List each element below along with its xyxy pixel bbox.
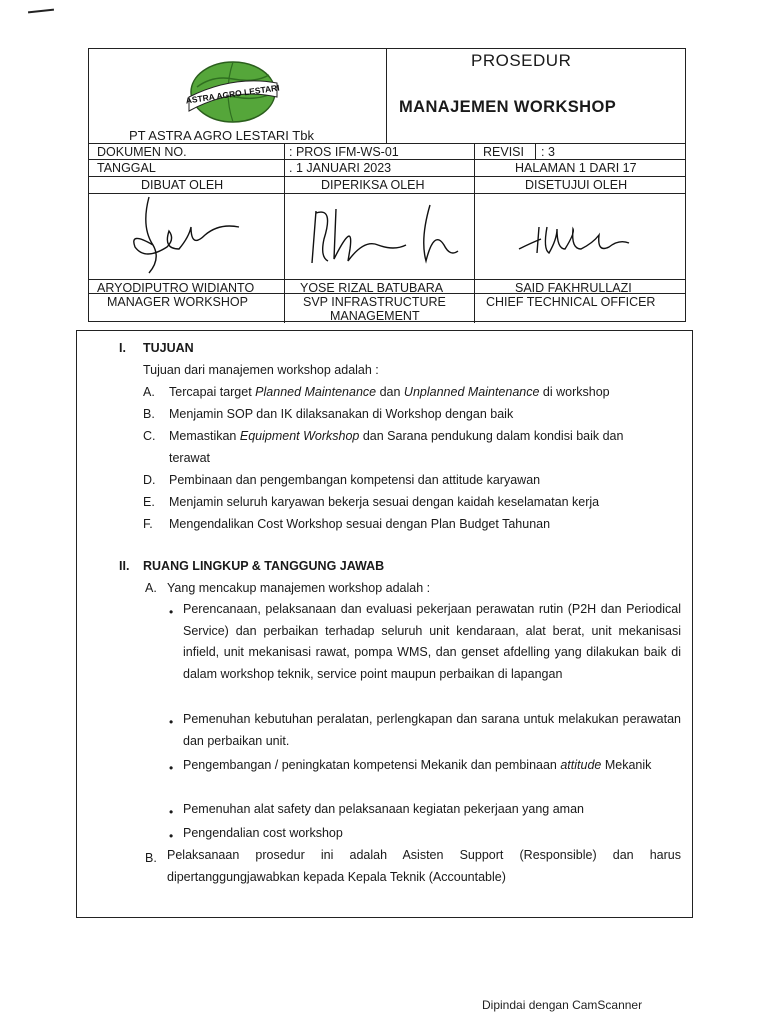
document-header [88, 48, 686, 322]
revisi-value: : 3 [541, 145, 555, 159]
disetujui-name: SAID FAKHRULLAZI [515, 281, 632, 295]
signature-disetujui [509, 209, 659, 269]
dokumen-label: DOKUMEN NO. [97, 145, 187, 159]
document-title: MANAJEMEN WORKSHOP [399, 98, 617, 116]
signature-dibuat [119, 187, 249, 277]
section-1-title: TUJUAN [143, 341, 194, 355]
section-2-number: II. [119, 559, 130, 573]
section-1-intro: Tujuan dari manajemen workshop adalah : [143, 363, 379, 377]
section-2-a-letter: A. [145, 581, 157, 595]
scan-mark [28, 9, 54, 14]
dibuat-name: ARYODIPUTRO WIDIANTO [97, 281, 255, 295]
diperiksa-role-line1: SVP INFRASTRUCTURE [303, 295, 446, 309]
revisi-label: REVISI [483, 145, 524, 159]
scanner-watermark: Dipindai dengan CamScanner [482, 998, 643, 1012]
section-2-b-text: Pelaksanaan prosedur ini adalah Asisten Support (Responsible) dan harus dipertanggungjawabkan kepada Kepala Teknik (Accountable) [167, 848, 681, 884]
logo-text: ASTRA AGRO LESTARI [185, 82, 281, 106]
dibuat-role: MANAGER WORKSHOP [107, 295, 248, 309]
dibuat-label: DIBUAT OLEH [141, 178, 224, 192]
tanggal-value: . 1 JANUARI 2023 [289, 161, 392, 175]
section-2-title: RUANG LINGKUP & TANGGUNG JAWAB [143, 559, 385, 573]
disetujui-role: CHIEF TECHNICAL OFFICER [486, 295, 656, 309]
diperiksa-name: YOSE RIZAL BATUBARA [300, 281, 444, 295]
company-name: PT ASTRA AGRO LESTARI Tbk [129, 128, 314, 143]
signature-diperiksa [294, 199, 464, 279]
tanggal-label: TANGGAL [97, 161, 156, 175]
diperiksa-label: DIPERIKSA OLEH [321, 178, 425, 192]
section-2-b-letter: B. [145, 851, 157, 865]
document-type: PROSEDUR [471, 51, 572, 70]
halaman-text: HALAMAN 1 DARI 17 [515, 161, 637, 175]
section-1-number: I. [119, 341, 126, 355]
section-2-a-text: Yang mencakup manajemen workshop adalah : [167, 581, 431, 595]
disetujui-label: DISETUJUI OLEH [525, 178, 628, 192]
astra-agro-lestari-logo [183, 57, 283, 127]
document-body: I. TUJUAN Tujuan dari manajemen workshop adalah : A. Tercapai target Planned Maintenance dan Unplanned Maintenance di workshop B. Menjamin SOP dan IK dilaksanakan di Workshop dengan baik C. Memastikan Equipment Workshop dan Sarana pendukung dalam kondisi baik dan terawat D. Pembinaan dan pengembangan kompetensi dan attitude karyawan E. Menjamin seluruh karyawan bekerja sesuai dengan kaidah keselamatan kerja F. Mengendalikan Cost Workshop sesuai dengan Plan Budget Tahunan II. RUANG LINGKUP & TANGGUNG JAWAB A. Yang mencakup manajemen workshop adalah : • Perencanaan, pelaksanaan dan evaluasi pekerjaan perawatan rutin (P2H dan Periodical Service) dan perbaikan terhadap seluruh unit kendaraan, alat berat, unit mekanisasi infield, unit mekanisasi rawat, pompa WMS, dan genset afdelling yang dilakukan baik di dalam workshop teknik, service point maupun perbaikan di lapangan • Pemenuhan kebutuhan peralatan, perlengkapan dan sarana untuk melakukan perawatan dan perbaikan unit. • Pengembangan / peningkatan kompetensi Mekanik dan pembinaan attitude Mekanik • Pemenuhan alat safety dan pelaksanaan kegiatan pekerjaan yang aman • Pengendalian cost workshop B. Pelaksanaan prosedur ini adalah Asisten Support (Responsible) dan harus dipertanggungjawabkan kepada Kepala Teknik (Accountable) [76, 330, 693, 918]
diperiksa-role-line2: MANAGEMENT [330, 309, 420, 323]
dokumen-value: : PROS IFM-WS-01 [289, 145, 399, 159]
